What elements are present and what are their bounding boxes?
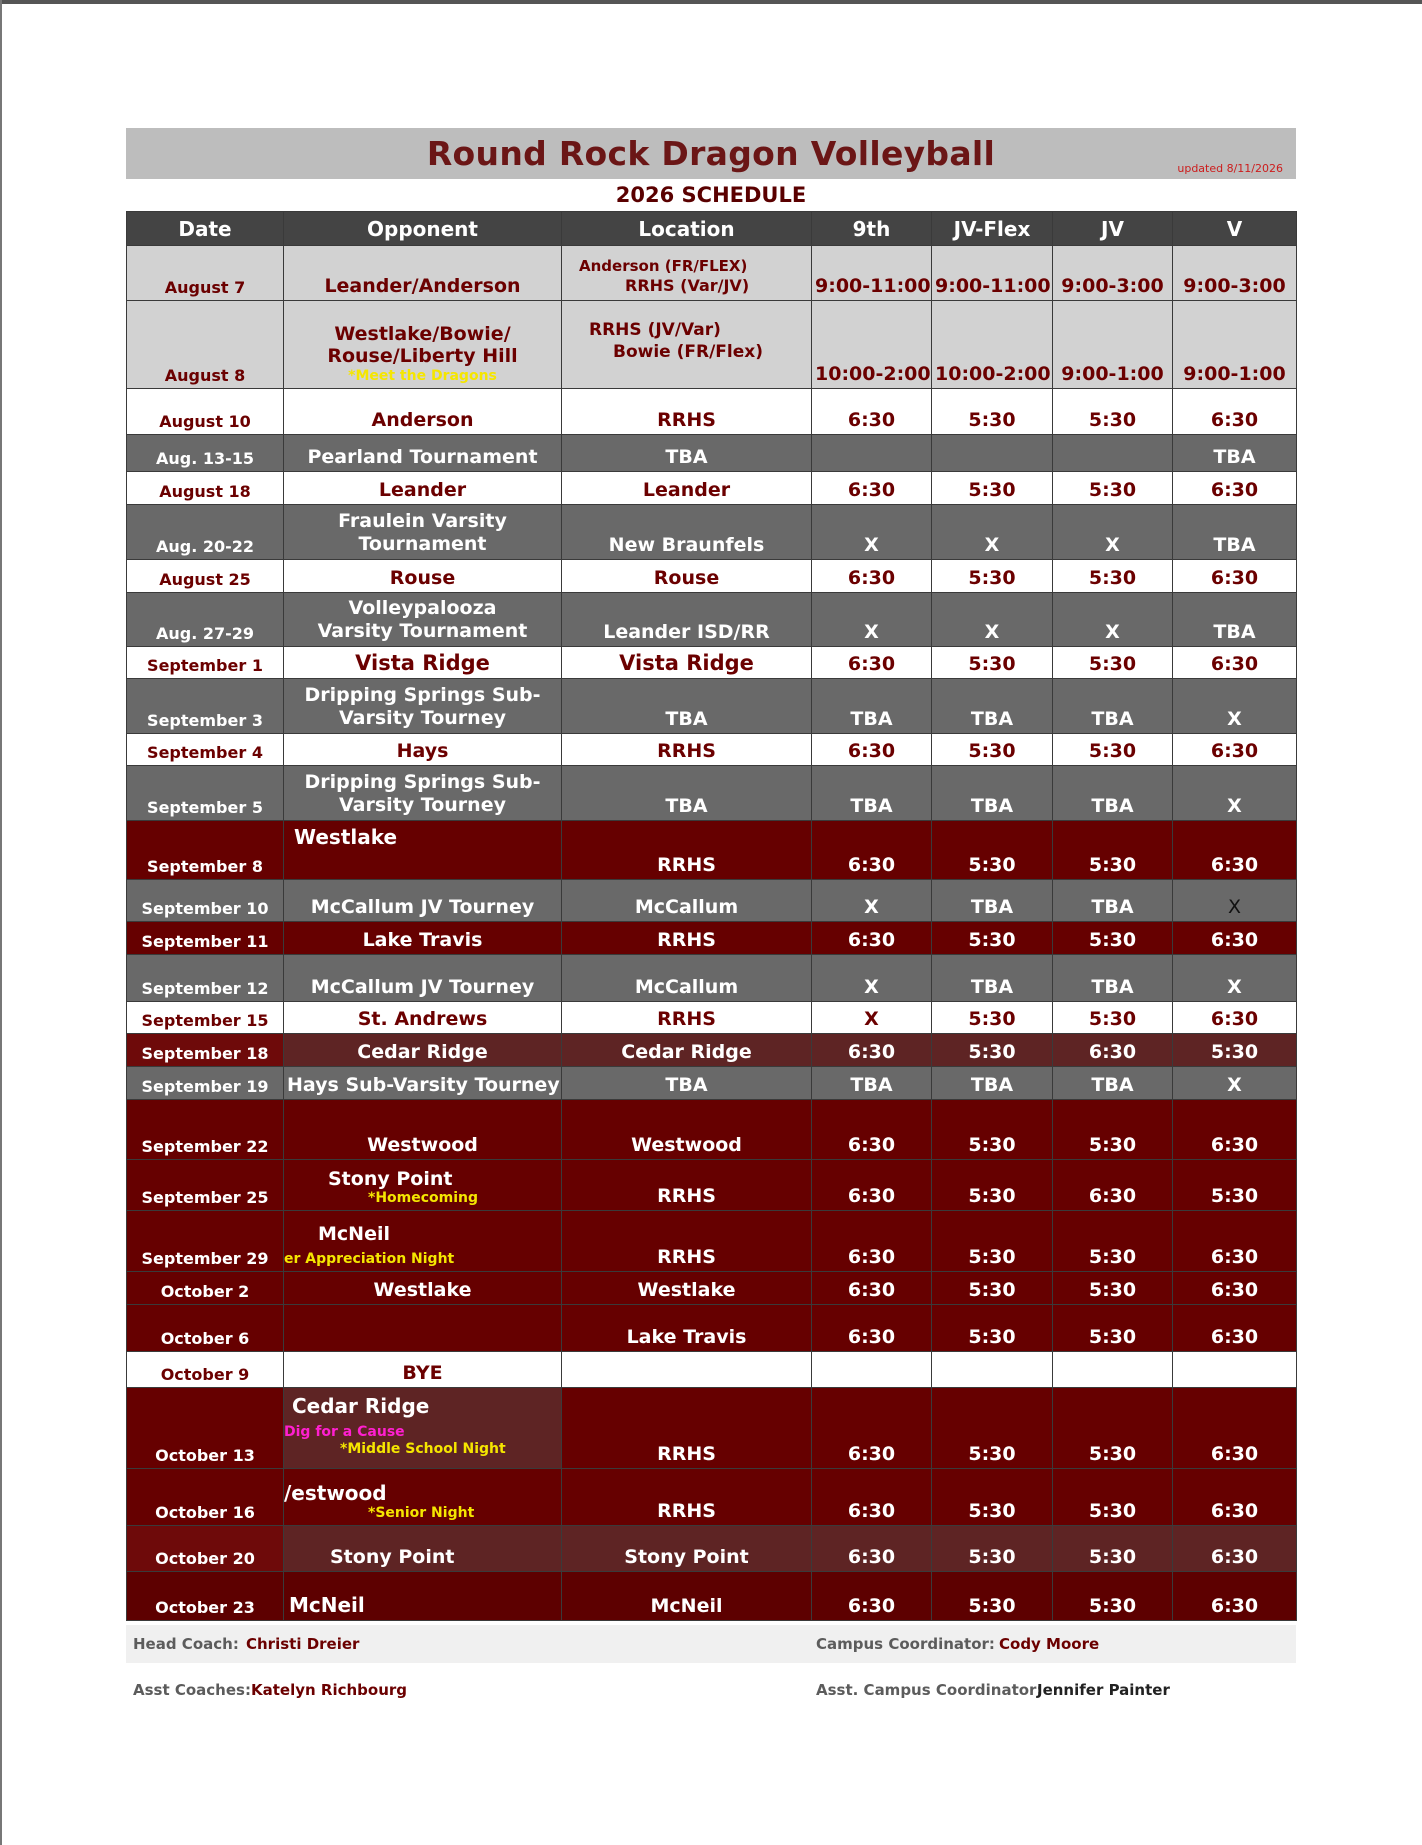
- time-jv-flex: 5:30: [932, 1100, 1053, 1160]
- time-jv-flex: [932, 1352, 1053, 1388]
- time-jv: 5:30: [1053, 1526, 1173, 1572]
- table-row: [127, 1469, 1297, 1526]
- location-cell: RRHS: [562, 1469, 812, 1526]
- time-jv-flex: 5:30: [932, 1526, 1053, 1572]
- table-row: [127, 560, 1297, 593]
- schedule-table: [126, 211, 1297, 1621]
- opponent-cell: McNeil: [284, 1572, 562, 1621]
- opponent-cell: Hays Sub-Varsity Tourney: [284, 1067, 562, 1100]
- opponent-cell: Leander: [284, 472, 562, 505]
- opponent-line: Dripping Springs Sub-: [304, 684, 541, 707]
- time-v: 9:00-3:00: [1173, 246, 1297, 301]
- time-jv-flex: 5:30: [932, 1002, 1053, 1034]
- location-cell: TBA: [562, 435, 812, 472]
- time-9th: TBA: [812, 766, 932, 821]
- time-jv-flex: 10:00-2:00: [932, 301, 1053, 389]
- location-cell: TBA: [562, 1067, 812, 1100]
- footer-row-2: [126, 1671, 1296, 1709]
- time-jv: 5:30: [1053, 1572, 1173, 1621]
- date-cell: September 22: [127, 1100, 284, 1160]
- opponent-cell: Westlake: [284, 1272, 562, 1305]
- col-header-date: Date: [127, 212, 284, 246]
- time-jv: 5:30: [1053, 1211, 1173, 1272]
- event-note: *Meet the Dragons: [348, 368, 497, 385]
- time-9th: 6:30: [812, 560, 932, 593]
- opponent-line: Volleypalooza: [348, 597, 497, 620]
- opponent-cell: Cedar Ridge: [284, 1034, 562, 1067]
- time-v: 6:30: [1173, 1526, 1297, 1572]
- location-cell: Leander: [562, 472, 812, 505]
- time-v: X: [1173, 1067, 1297, 1100]
- location-cell: Vista Ridge: [562, 647, 812, 679]
- time-jv: 5:30: [1053, 647, 1173, 679]
- time-jv: 5:30: [1053, 1002, 1173, 1034]
- time-9th: 6:30: [812, 1388, 932, 1469]
- time-jv-flex: X: [932, 505, 1053, 560]
- time-v: 6:30: [1173, 1272, 1297, 1305]
- opponent-cell: Anderson: [284, 389, 562, 435]
- time-v: TBA: [1173, 593, 1297, 647]
- table-row: [127, 593, 1297, 647]
- head-coach-label: Head Coach:: [133, 1635, 239, 1653]
- date-cell: Aug. 20-22: [127, 505, 284, 560]
- date-cell: September 15: [127, 1002, 284, 1034]
- table-row: [127, 734, 1297, 766]
- table-row: [127, 1572, 1297, 1621]
- time-jv: TBA: [1053, 766, 1173, 821]
- campus-coordinator-label: Campus Coordinator:: [816, 1635, 995, 1653]
- table-row: [127, 1272, 1297, 1305]
- date-cell: October 2: [127, 1272, 284, 1305]
- time-v: 6:30: [1173, 1469, 1297, 1526]
- date-cell: September 25: [127, 1160, 284, 1211]
- col-header-opponent: Opponent: [284, 212, 562, 246]
- location-cell: RRHS: [562, 1160, 812, 1211]
- time-9th: 6:30: [812, 647, 932, 679]
- top-border: [0, 0, 1422, 4]
- time-v: 5:30: [1173, 1160, 1297, 1211]
- location-cell: Westwood: [562, 1100, 812, 1160]
- time-jv: 5:30: [1053, 734, 1173, 766]
- time-v: TBA: [1173, 505, 1297, 560]
- table-row: [127, 1034, 1297, 1067]
- location-cell: McNeil: [562, 1572, 812, 1621]
- time-jv: 5:30: [1053, 560, 1173, 593]
- date-cell: August 7: [127, 246, 284, 301]
- time-jv: X: [1053, 505, 1173, 560]
- campus-coordinator-name: Cody Moore: [999, 1635, 1100, 1653]
- col-header-location: Location: [562, 212, 812, 246]
- opponent-cell: [284, 593, 562, 647]
- opponent-line: Fraulein Varsity: [338, 510, 507, 533]
- opponent-cell: [284, 766, 562, 821]
- table-row: [127, 1305, 1297, 1352]
- time-jv-flex: TBA: [932, 880, 1053, 922]
- date-cell: September 8: [127, 821, 284, 880]
- schedule-sheet: [126, 128, 1296, 1709]
- time-jv-flex: 5:30: [932, 1272, 1053, 1305]
- date-cell: October 16: [127, 1469, 284, 1526]
- time-9th: 6:30: [812, 472, 932, 505]
- time-jv-flex: 5:30: [932, 734, 1053, 766]
- table-row: [127, 880, 1297, 922]
- table-row: [127, 1388, 1297, 1469]
- time-jv: 5:30: [1053, 821, 1173, 880]
- opponent-name: McNeil: [318, 1223, 390, 1246]
- time-jv-flex: [932, 435, 1053, 472]
- location-cell: [562, 1352, 812, 1388]
- time-jv-flex: 5:30: [932, 1572, 1053, 1621]
- location-cell: RRHS: [562, 821, 812, 880]
- time-9th: X: [812, 593, 932, 647]
- opponent-cell: [284, 1305, 562, 1352]
- table-row: [127, 505, 1297, 560]
- time-jv: 9:00-3:00: [1053, 246, 1173, 301]
- table-row: [127, 679, 1297, 734]
- updated-date: updated 8/11/2026: [1177, 162, 1283, 175]
- time-9th: X: [812, 880, 932, 922]
- time-v: 6:30: [1173, 922, 1297, 955]
- location-cell: RRHS: [562, 734, 812, 766]
- time-v: X: [1173, 880, 1297, 922]
- time-9th: 6:30: [812, 1211, 932, 1272]
- location-cell: TBA: [562, 679, 812, 734]
- opponent-cell: Lake Travis: [284, 922, 562, 955]
- date-cell: August 25: [127, 560, 284, 593]
- time-v: 6:30: [1173, 647, 1297, 679]
- time-v: 6:30: [1173, 821, 1297, 880]
- table-row: [127, 1211, 1297, 1272]
- time-v: 6:30: [1173, 1572, 1297, 1621]
- opponent-name: /estwood: [284, 1481, 387, 1506]
- location-cell: RRHS: [562, 389, 812, 435]
- opponent-cell: Vista Ridge: [284, 647, 562, 679]
- time-v: [1173, 1352, 1297, 1388]
- opponent-cell: [284, 505, 562, 560]
- time-v: X: [1173, 955, 1297, 1002]
- footer-row-1: [126, 1625, 1296, 1663]
- time-9th: 9:00-11:00: [812, 246, 932, 301]
- time-9th: TBA: [812, 679, 932, 734]
- time-v: 6:30: [1173, 1002, 1297, 1034]
- time-v: X: [1173, 679, 1297, 734]
- event-note: *Senior Night: [368, 1505, 475, 1522]
- date-cell: September 3: [127, 679, 284, 734]
- left-border: [0, 0, 2, 1845]
- time-9th: 6:30: [812, 1100, 932, 1160]
- location-cell: [562, 246, 812, 301]
- date-cell: September 11: [127, 922, 284, 955]
- asst-campus-coordinator-name: Jennifer Painter: [1037, 1681, 1170, 1699]
- time-9th: [812, 435, 932, 472]
- time-jv: 5:30: [1053, 922, 1173, 955]
- time-jv-flex: 5:30: [932, 1034, 1053, 1067]
- time-jv: TBA: [1053, 1067, 1173, 1100]
- date-cell: August 8: [127, 301, 284, 389]
- location-cell: Leander ISD/RR: [562, 593, 812, 647]
- time-v: 6:30: [1173, 1388, 1297, 1469]
- time-jv-flex: 5:30: [932, 560, 1053, 593]
- location-line: Bowie (FR/Flex): [613, 342, 764, 363]
- location-cell: Lake Travis: [562, 1305, 812, 1352]
- table-row: [127, 1100, 1297, 1160]
- date-cell: Aug. 27-29: [127, 593, 284, 647]
- schedule-subtitle: 2026 SCHEDULE: [615, 183, 807, 207]
- time-9th: 6:30: [812, 821, 932, 880]
- table-row: [127, 1160, 1297, 1211]
- date-cell: September 29: [127, 1211, 284, 1272]
- location-cell: RRHS: [562, 922, 812, 955]
- date-cell: October 9: [127, 1352, 284, 1388]
- time-jv: 5:30: [1053, 1388, 1173, 1469]
- location-line: RRHS (JV/Var): [589, 320, 721, 340]
- time-jv-flex: 5:30: [932, 1388, 1053, 1469]
- time-v: 6:30: [1173, 1211, 1297, 1272]
- page-title: Round Rock Dragon Volleyball: [426, 134, 996, 173]
- time-jv: 5:30: [1053, 1100, 1173, 1160]
- time-9th: X: [812, 955, 932, 1002]
- time-jv: 5:30: [1053, 1469, 1173, 1526]
- time-v: 6:30: [1173, 389, 1297, 435]
- date-cell: September 4: [127, 734, 284, 766]
- table-row: [127, 389, 1297, 435]
- time-9th: X: [812, 505, 932, 560]
- time-jv: 5:30: [1053, 1272, 1173, 1305]
- opponent-name: Stony Point: [328, 1168, 453, 1191]
- table-header-row: [127, 212, 1297, 246]
- time-jv: TBA: [1053, 679, 1173, 734]
- time-v: 6:30: [1173, 560, 1297, 593]
- time-jv-flex: 5:30: [932, 922, 1053, 955]
- time-jv: 5:30: [1053, 472, 1173, 505]
- time-jv: 6:30: [1053, 1034, 1173, 1067]
- asst-campus-coordinator-label: Asst. Campus Coordinator:: [816, 1681, 1043, 1699]
- time-jv-flex: TBA: [932, 679, 1053, 734]
- time-jv: [1053, 435, 1173, 472]
- opponent-cell: Westlake: [284, 821, 562, 880]
- opponent-cell: McCallum JV Tourney: [284, 880, 562, 922]
- table-row: [127, 1067, 1297, 1100]
- table-row: [127, 1526, 1297, 1572]
- time-jv: [1053, 1352, 1173, 1388]
- time-9th: 6:30: [812, 1305, 932, 1352]
- asst-coaches-label: Asst Coaches:: [133, 1681, 251, 1699]
- opponent-line: Westlake/Bowie/: [334, 322, 511, 345]
- location-cell: Stony Point: [562, 1526, 812, 1572]
- date-cell: October 13: [127, 1388, 284, 1469]
- time-9th: 6:30: [812, 1034, 932, 1067]
- time-v: 6:30: [1173, 734, 1297, 766]
- opponent-cell: Westwood: [284, 1100, 562, 1160]
- col-header-jv: JV: [1053, 212, 1173, 246]
- time-v: TBA: [1173, 435, 1297, 472]
- opponent-cell: [284, 679, 562, 734]
- time-jv-flex: 5:30: [932, 1469, 1053, 1526]
- location-line: RRHS (Var/JV): [625, 276, 750, 296]
- time-jv-flex: 5:30: [932, 1211, 1053, 1272]
- opponent-line: Dripping Springs Sub-: [304, 771, 541, 794]
- opponent-line: Varsity Tourney: [339, 707, 506, 730]
- time-9th: [812, 1352, 932, 1388]
- opponent-cell: Hays: [284, 734, 562, 766]
- date-cell: October 6: [127, 1305, 284, 1352]
- opponent-cell: Pearland Tournament: [284, 435, 562, 472]
- location-cell: Westlake: [562, 1272, 812, 1305]
- opponent-cell: McCallum JV Tourney: [284, 955, 562, 1002]
- opponent-line: Tournament: [358, 533, 487, 556]
- time-jv: TBA: [1053, 880, 1173, 922]
- time-jv-flex: 5:30: [932, 821, 1053, 880]
- location-cell: RRHS: [562, 1388, 812, 1469]
- location-cell: [562, 301, 812, 389]
- opponent-cell: [284, 1388, 562, 1469]
- table-row: [127, 435, 1297, 472]
- time-jv-flex: X: [932, 593, 1053, 647]
- table-row: [127, 922, 1297, 955]
- opponent-cell: Stony Point: [284, 1526, 562, 1572]
- opponent-line: Varsity Tourney: [339, 794, 506, 817]
- title-band: [126, 128, 1296, 179]
- opponent-cell: [284, 1469, 562, 1526]
- time-9th: 6:30: [812, 1160, 932, 1211]
- table-row: [127, 766, 1297, 821]
- opponent-name: Cedar Ridge: [292, 1394, 430, 1418]
- col-header-v: V: [1173, 212, 1297, 246]
- location-cell: TBA: [562, 766, 812, 821]
- time-jv: X: [1053, 593, 1173, 647]
- time-9th: 6:30: [812, 389, 932, 435]
- event-note: *Middle School Night: [340, 1440, 506, 1457]
- asst-coaches-name: Katelyn Richbourg: [251, 1681, 408, 1699]
- time-9th: 6:30: [812, 1526, 932, 1572]
- date-cell: September 18: [127, 1034, 284, 1067]
- table-row: [127, 301, 1297, 389]
- location-cell: Rouse: [562, 560, 812, 593]
- date-cell: September 1: [127, 647, 284, 679]
- location-cell: McCallum: [562, 955, 812, 1002]
- table-row: [127, 647, 1297, 679]
- time-v: 6:30: [1173, 1305, 1297, 1352]
- location-cell: RRHS: [562, 1002, 812, 1034]
- time-9th: X: [812, 1002, 932, 1034]
- event-note: *Homecoming: [368, 1190, 479, 1207]
- table-row: [127, 246, 1297, 301]
- time-v: 6:30: [1173, 1100, 1297, 1160]
- date-cell: September 10: [127, 880, 284, 922]
- date-cell: September 12: [127, 955, 284, 1002]
- time-v: X: [1173, 766, 1297, 821]
- location-cell: RRHS: [562, 1211, 812, 1272]
- col-header-jv-flex: JV-Flex: [932, 212, 1053, 246]
- opponent-cell: [284, 1160, 562, 1211]
- time-jv-flex: TBA: [932, 1067, 1053, 1100]
- opponent-cell: Leander/Anderson: [284, 246, 562, 301]
- time-9th: 6:30: [812, 1272, 932, 1305]
- time-9th: 6:30: [812, 1572, 932, 1621]
- time-9th: TBA: [812, 1067, 932, 1100]
- date-cell: October 20: [127, 1526, 284, 1572]
- table-row: [127, 955, 1297, 1002]
- date-cell: August 18: [127, 472, 284, 505]
- col-header-9th: 9th: [812, 212, 932, 246]
- time-v: 5:30: [1173, 1034, 1297, 1067]
- opponent-line: Rouse/Liberty Hill: [327, 345, 518, 368]
- location-cell: New Braunfels: [562, 505, 812, 560]
- table-row: [127, 1352, 1297, 1388]
- time-9th: 6:30: [812, 734, 932, 766]
- staff-footer: [126, 1625, 1296, 1709]
- time-jv-flex: 5:30: [932, 472, 1053, 505]
- opponent-cell: [284, 301, 562, 389]
- time-v: 9:00-1:00: [1173, 301, 1297, 389]
- time-jv: TBA: [1053, 955, 1173, 1002]
- time-9th: 6:30: [812, 1469, 932, 1526]
- head-coach-name: Christi Dreier: [246, 1635, 360, 1653]
- table-row: [127, 821, 1297, 880]
- date-cell: August 10: [127, 389, 284, 435]
- time-jv-flex: TBA: [932, 955, 1053, 1002]
- date-cell: September 19: [127, 1067, 284, 1100]
- date-cell: Aug. 13-15: [127, 435, 284, 472]
- location-line: Anderson (FR/FLEX): [579, 256, 748, 275]
- time-jv: 5:30: [1053, 389, 1173, 435]
- opponent-cell: BYE: [284, 1352, 562, 1388]
- location-cell: McCallum: [562, 880, 812, 922]
- time-v: 6:30: [1173, 472, 1297, 505]
- time-jv: 6:30: [1053, 1160, 1173, 1211]
- time-jv-flex: 9:00-11:00: [932, 246, 1053, 301]
- table-row: [127, 472, 1297, 505]
- time-jv-flex: 5:30: [932, 647, 1053, 679]
- time-jv-flex: 5:30: [932, 389, 1053, 435]
- opponent-cell: St. Andrews: [284, 1002, 562, 1034]
- table-row: [127, 1002, 1297, 1034]
- time-jv-flex: 5:30: [932, 1305, 1053, 1352]
- location-cell: Cedar Ridge: [562, 1034, 812, 1067]
- time-jv-flex: TBA: [932, 766, 1053, 821]
- time-9th: 6:30: [812, 922, 932, 955]
- date-cell: October 23: [127, 1572, 284, 1621]
- date-cell: September 5: [127, 766, 284, 821]
- event-note-magenta: Dig for a Cause: [284, 1424, 405, 1440]
- event-note: er Appreciation Night: [284, 1251, 455, 1268]
- opponent-cell: [284, 1211, 562, 1272]
- time-jv-flex: 5:30: [932, 1160, 1053, 1211]
- time-jv: 5:30: [1053, 1305, 1173, 1352]
- time-jv: 9:00-1:00: [1053, 301, 1173, 389]
- time-9th: 10:00-2:00: [812, 301, 932, 389]
- opponent-cell: Rouse: [284, 560, 562, 593]
- opponent-line: Varsity Tournament: [317, 620, 528, 643]
